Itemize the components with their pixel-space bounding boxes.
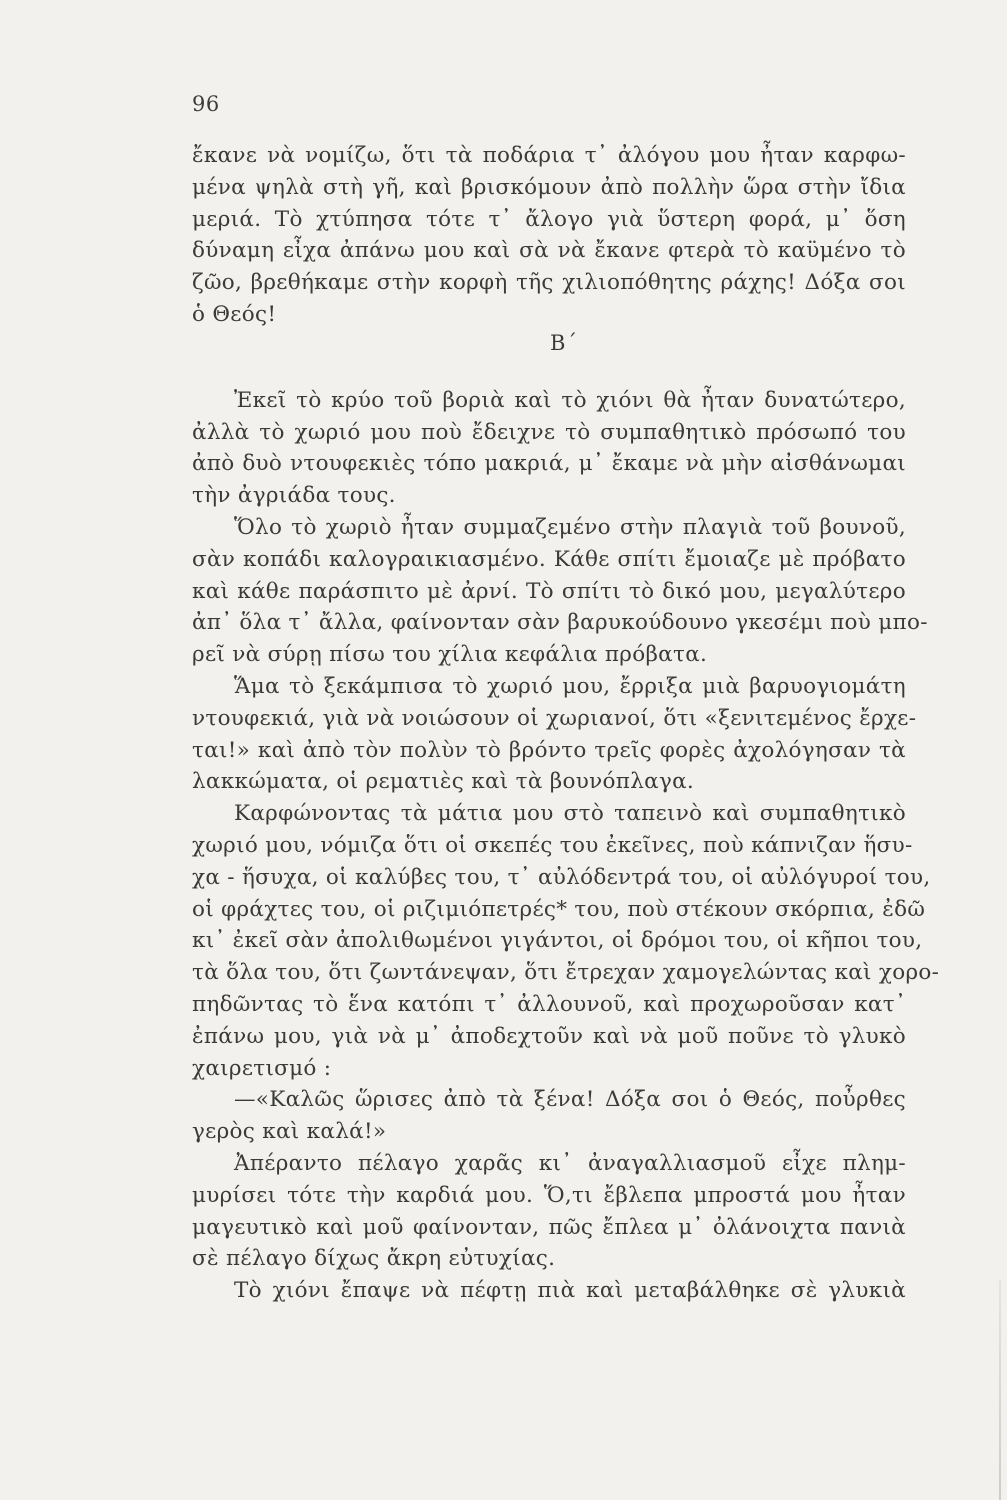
text-line: μεριά. Τὸ χτύπησα τότε τ᾽ ἄλογο γιὰ ὕστερη φορά, μ᾽ ὅση (192, 206, 906, 232)
paragraph (192, 140, 906, 331)
text-line: μένα ψηλὰ στὴ γῆ, καὶ βρισκόμουν ἀπὸ πολλὴν ὥρα στὴν ἴδια (192, 174, 906, 200)
text-line: ἐπάνω μου, γιὰ νὰ μ᾽ ἀποδεχτοῦν καὶ νὰ μοῦ ποῦνε τὸ γλυκὸ (192, 1023, 906, 1049)
text-line: καὶ κάθε παράσπιτο μὲ ἀρνί. Τὸ σπίτι τὸ δικό μου, μεγαλύτερο (192, 578, 906, 604)
paragraph (192, 671, 917, 798)
text-line: ἀπ᾽ ὅλα τ᾽ ἄλλα, φαίνονταν σὰν βαρυκούδουνο γκεσέμι ποὺ μπο- (192, 610, 928, 636)
body-text (192, 140, 940, 1307)
text-before-heading (192, 140, 906, 331)
text-after-heading (192, 385, 940, 1307)
text-line: ὁ Θεός! (192, 301, 277, 327)
text-line: ται!» καὶ ἀπὸ τὸν πολὺν τὸ βρόντο τρεῖς φορὲς ἀχολόγησαν τὰ (192, 737, 906, 763)
text-line: γερὸς καὶ καλά!» (192, 1119, 387, 1145)
paragraph (192, 512, 928, 671)
text-line: ντουφεκιά, γιὰ νὰ νοιώσουν οἱ χωριανοί, ὅτι «ξενιτεμένος ἔρχε- (192, 705, 917, 731)
text-line: Ὅλο τὸ χωριὸ ἦταν συμμαζεμένο στὴν πλαγιὰ τοῦ βουνοῦ, (234, 514, 906, 540)
page-edge-shadow (999, 1280, 1001, 1500)
paragraph (192, 1084, 906, 1148)
section-heading: Β΄ (550, 330, 578, 355)
text-line: τὰ ὅλα του, ὅτι ζωντάνεψαν, ὅτι ἔτρεχαν χαμογελώντας καὶ χορο- (192, 960, 940, 986)
text-line: μαγευτικὸ καὶ μοῦ φαίνονταν, πῶς ἔπλεα μ᾽ ὀλάνοιχτα πανιὰ (192, 1214, 906, 1240)
text-line: ἀλλὰ τὸ χωριό μου ποὺ ἔδειχνε τὸ συμπαθητικὸ πρόσωπό του (192, 419, 906, 445)
text-line: χα - ἥσυχα, οἱ καλύβες του, τ᾽ αὐλόδεντρά του, οἱ αὐλόγυροί του, (192, 864, 931, 890)
text-line: τὴν ἀγριάδα τους. (192, 483, 396, 509)
text-line: μυρίσει τότε τὴν καρδιά μου. Ὅ,τι ἔβλεπα μπροστά μου ἦταν (192, 1182, 906, 1208)
text-line: ζῶο, βρεθήκαμε στὴν κορφὴ τῆς χιλιοπόθητης ράχης! Δόξα σοι (192, 270, 906, 296)
text-line: χαιρετισμό : (192, 1055, 332, 1081)
paragraph (192, 385, 906, 512)
text-line: ἔκανε νὰ νομίζω, ὅτι τὰ ποδάρια τ᾽ ἀλόγου μου ἦταν καρφω- (192, 143, 906, 168)
paragraph (192, 798, 940, 1084)
text-line: Ἅμα τὸ ξεκάμπισα τὸ χωριό μου, ἔρριξα μιὰ βαρυογιομάτη (234, 673, 906, 699)
text-line: Ἐκεῖ τὸ κρύο τοῦ βοριὰ καὶ τὸ χιόνι θὰ ἦταν δυνατώτερο, (234, 387, 906, 413)
text-line: Ἀπέραντο πέλαγο χαρᾶς κι᾽ ἀναγαλλιασμοῦ εἶχε πλημ- (234, 1150, 906, 1176)
page-number: 96 (192, 92, 220, 116)
paragraph (192, 1148, 906, 1275)
text-line: δύναμη εἶχα ἀπάνω μου καὶ σὰ νὰ ἔκανε φτερὰ τὸ καϋμένο τὸ (192, 238, 906, 264)
text-line: λακκώματα, οἱ ρεματιὲς καὶ τὰ βουνόπλαγα. (192, 769, 695, 795)
text-line: χωριό μου, νόμιζα ὅτι οἱ σκεπές του ἐκεῖνες, ποὺ κάπνιζαν ἥσυ- (192, 832, 913, 858)
text-line: ἀπὸ δυὸ ντουφεκιὲς τόπο μακριά, μ᾽ ἔκαμε νὰ μὴν αἰσθάνωμαι (192, 451, 906, 477)
text-line: σὰν κοπάδι καλογραικιασμένο. Κάθε σπίτι ἔμοιαζε μὲ πρόβατο (192, 546, 906, 572)
text-line: —«Καλῶς ὥρισες ἀπὸ τὰ ξένα! Δόξα σοι ὁ Θεός, ποὖρθες (234, 1087, 906, 1113)
text-line: Τὸ χιόνι ἔπαψε νὰ πέφτῃ πιὰ καὶ μεταβάλθηκε σὲ γλυκιὰ (234, 1278, 906, 1304)
text-line: κι᾽ ἐκεῖ σὰν ἀπολιθωμένοι γιγάντοι, οἱ δρόμοι του, οἱ κῆποι του, (192, 928, 923, 954)
text-line: σὲ πέλαγο δίχως ἄκρη εὐτυχίας. (192, 1246, 556, 1272)
paragraph (192, 1275, 906, 1307)
text-line: οἱ φράχτες του, οἱ ριζιμιόπετρές* του, ποὺ στέκουν σκόρπια, ἐδῶ (192, 896, 926, 922)
text-line: ρεῖ νὰ σύρῃ πίσω του χίλια κεφάλια πρόβατα. (192, 642, 708, 668)
text-line: πηδῶντας τὸ ἕνα κατόπι τ᾽ ἀλλουνοῦ, καὶ προχωροῦσαν κατ᾽ (192, 991, 906, 1017)
text-line: Καρφώνοντας τὰ μάτια μου στὸ ταπεινὸ καὶ συμπαθητικὸ (234, 801, 906, 827)
